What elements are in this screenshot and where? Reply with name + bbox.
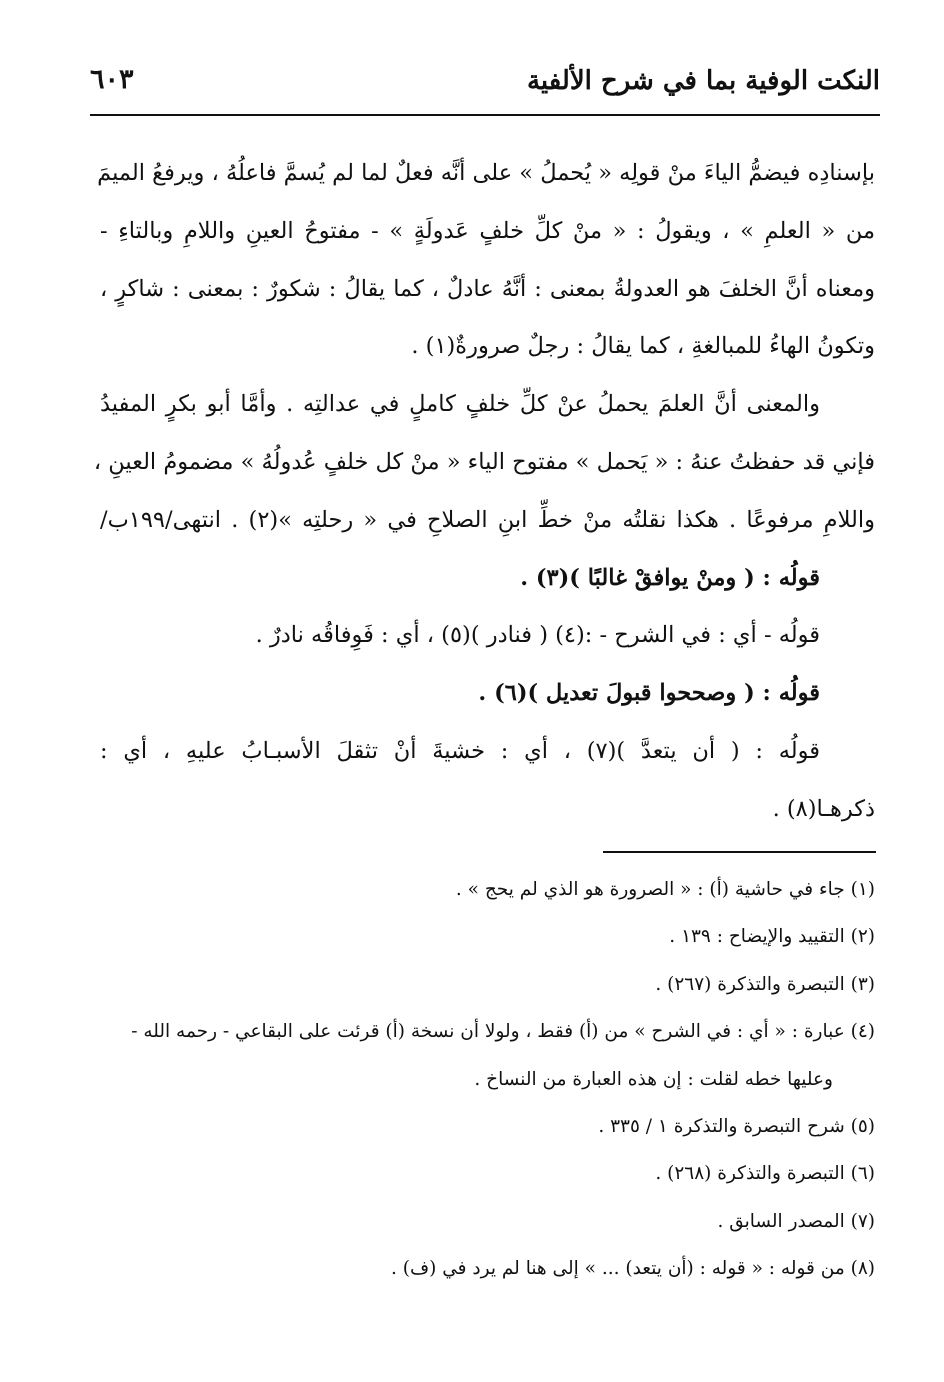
footnotes <box>95 868 875 1295</box>
footnote: (٤) عبارة : « أي : في الشرح » من (أ) فقط ، ولولا أن نسخة (أ) قرئت على البقاعي - رحمه الله - <box>131 1021 875 1043</box>
page-header <box>90 58 880 108</box>
footnote: (١) جاء في حاشية (أ) : « الصرورة هو الذي لم يحج » . <box>455 879 875 900</box>
header-rule <box>90 114 880 116</box>
footnote: (٧) المصدر السابق . <box>717 1210 875 1232</box>
text-line: والمعنى أنَّ العلمَ يحملُ عنْ كلِّ خلفٍ كاملٍ في عدالتِه . وأمَّا أبو بكرٍ المفيدُ <box>100 391 820 418</box>
text-line: قولُه : ( وصححوا قبولَ تعديل )(٦) . <box>478 680 820 707</box>
text-line: من « العلمِ » ، ويقولُ : « منْ كلِّ خلفٍ عَدولَةٍ » - مفتوحُ العينِ واللامِ وبالتاءِ - <box>100 217 875 244</box>
text-line: بإسنادِه فيضمُّ الياءَ منْ قولِه « يُحملُ » على أنَّه فعلٌ لما لم يُسمَّ فاعلُهُ ، ويرفعُ الميمَ <box>97 160 875 186</box>
footnote: (٨) من قوله : « قوله : (أن يتعد) ... » إلى هنا لم يرد في (ف) . <box>391 1258 875 1280</box>
footnote-separator <box>603 851 876 853</box>
text-line: وتكونُ الهاءُ للمبالغةِ ، كما يقالُ : رجلٌ صرورةٌ(١) . <box>411 333 875 360</box>
footnote: (٢) التقييد والإيضاح : ١٣٩ . <box>669 926 875 948</box>
text-line: قولُه : ( أن يتعدَّ )(٧) ، أي : خشيةَ أنْ تثقلَ الأسبـابُ عليهِ ، أي : <box>100 737 820 764</box>
footnote: (٦) التبصرة والتذكرة (٢٦٨) . <box>655 1163 875 1185</box>
page-number: ٦٠٣ <box>90 64 134 95</box>
text-line: واللامِ مرفوعًا . هكذا نقلتُه منْ خطِّ ابنِ الصلاحِ في « رحلتِه »(٢) . انتهى/١٩٩ب/ <box>100 506 875 533</box>
main-text <box>93 148 875 842</box>
text-line: ومعناه أنَّ الخلفَ هو العدولةُ بمعنى : أنَّهُ عادلٌ ، كما يقالُ : شكورٌ : بمعنى : شاكرٍ ، <box>100 275 875 302</box>
text-line: قولُه : ( ومنْ يوافقْ غالبًا )(٣) . <box>520 564 820 591</box>
text-line: قولُه - أي : في الشرح - :(٤) ( فنادر )(٥) ، أي : فَوِفاقُه نادرٌ . <box>255 622 820 649</box>
footnote-continuation: وعليها خطه لقلت : إن هذه العبارة من النساخ . <box>474 1068 833 1090</box>
footnote: (٥) شرح التبصرة والتذكرة ١ / ٣٣٥ . <box>598 1115 875 1137</box>
text-line: ذكرهـا(٨) . <box>772 795 875 822</box>
text-line: فإني قد حفظتُ عنهُ : « يَحمل » مفتوح الياء « منْ كل خلفٍ عُدولُهُ » مضمومُ العينِ ، <box>93 448 875 475</box>
running-title: النكت الوفية بما في شرح الألفية <box>526 66 880 96</box>
footnote: (٣) التبصرة والتذكرة (٢٦٧) . <box>655 973 875 995</box>
